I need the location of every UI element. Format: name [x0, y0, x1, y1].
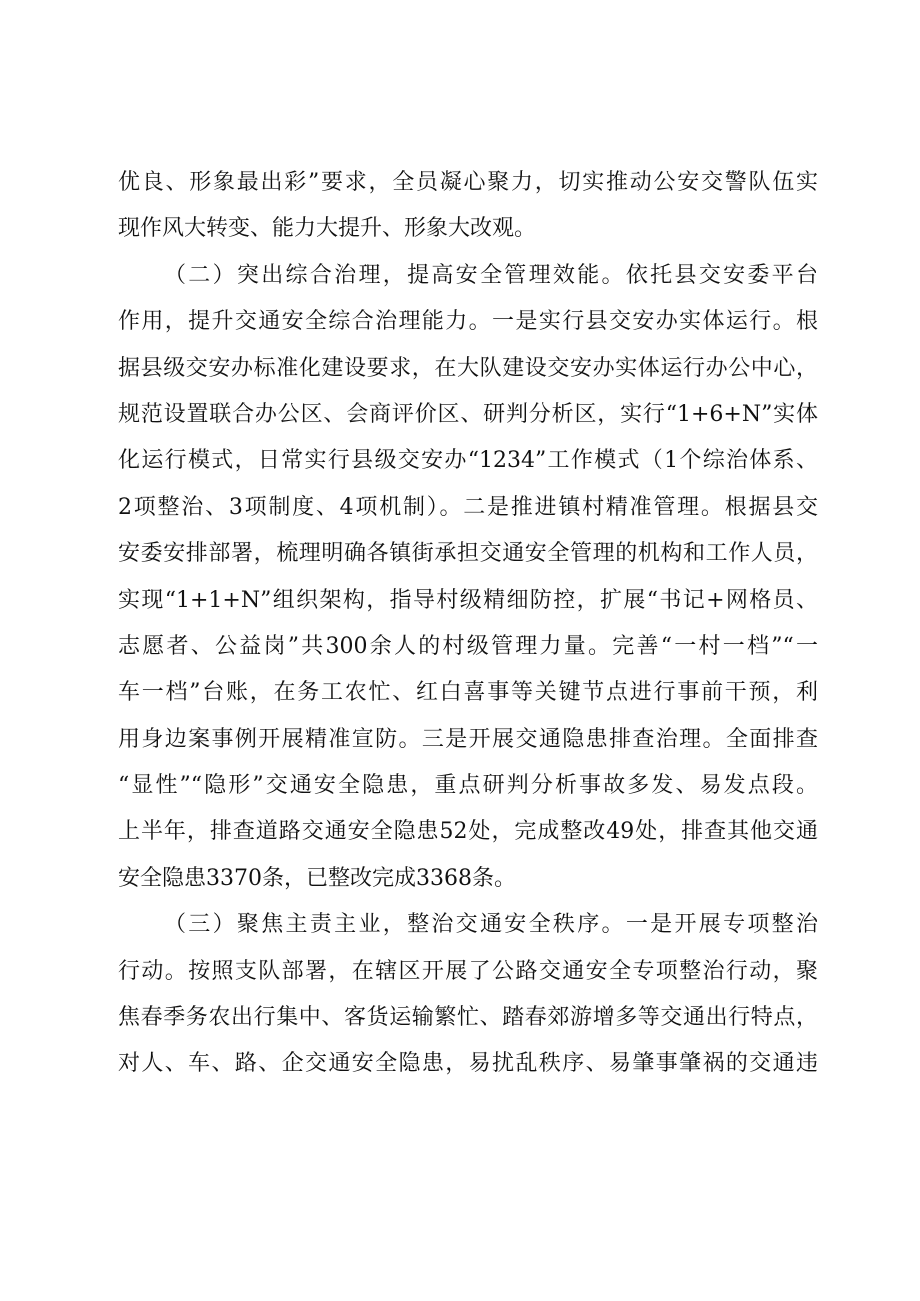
text-line: 车一档”台账，在务工农忙、红白喜事等关键节点进行事前干预，利 — [118, 680, 818, 706]
text-line: 作用，提升交通安全综合治理能力。一是实行县交安办实体运行。根 — [118, 309, 818, 335]
text-line: 2项整治、3项制度、4项机制）。二是推进镇村精准管理。根据县交 — [118, 494, 818, 520]
text-line: 现作风大转变、能力大提升、形象大改观。 — [118, 216, 537, 242]
text-line: 实现“1+1+N”组织架构，指导村级精细防控，扩展“书记+网格员、 — [118, 587, 818, 613]
text-line: 对人、车、路、企交通安全隐患，易扰乱秩序、易肇事肇祸的交通违 — [118, 1051, 818, 1077]
text-line: 行动。按照支队部署，在辖区开展了公路交通安全专项整治行动，聚 — [118, 958, 818, 984]
section-heading-line: （三）聚焦主责主业，整治交通安全秩序。一是开展专项整治 — [164, 912, 818, 938]
text-line: 据县级交安办标准化建设要求，在大队建设交安办实体运行办公中心， — [118, 355, 818, 381]
document-body — [118, 160, 818, 1088]
text-line: 优良、形象最出彩”要求，全员凝心聚力，切实推动公安交警队伍实 — [118, 170, 818, 195]
text-line: 上半年，排查道路交通安全隐患52处，完成整改49处，排查其他交通 — [118, 819, 818, 845]
text-line: 用身边案事例开展精准宣防。三是开展交通隐患排查治理。全面排查 — [118, 726, 818, 752]
text-line: 焦春季务农出行集中、客货运输繁忙、踏春郊游增多等交通出行特点， — [118, 1005, 818, 1031]
text-line: “显性”“隐形”交通安全隐患，重点研判分析事故多发、易发点段。 — [118, 773, 818, 799]
text-line: 安委安排部署，梳理明确各镇街承担交通安全管理的机构和工作人员， — [118, 541, 818, 567]
text-line: 安全隐患3370条，已整改完成3368条。 — [118, 865, 516, 891]
text-line: 化运行模式，日常实行县级交安办“1234”工作模式（1个综治体系、 — [118, 448, 818, 474]
section-heading-line: （二）突出综合治理，提高安全管理效能。依托县交安委平台 — [164, 262, 818, 288]
text-line: 规范设置联合办公区、会商评价区、研判分析区，实行“1+6+N”实体 — [118, 401, 818, 427]
text-line: 志愿者、公益岗”共300余人的村级管理力量。完善“一村一档”“一 — [118, 633, 818, 659]
